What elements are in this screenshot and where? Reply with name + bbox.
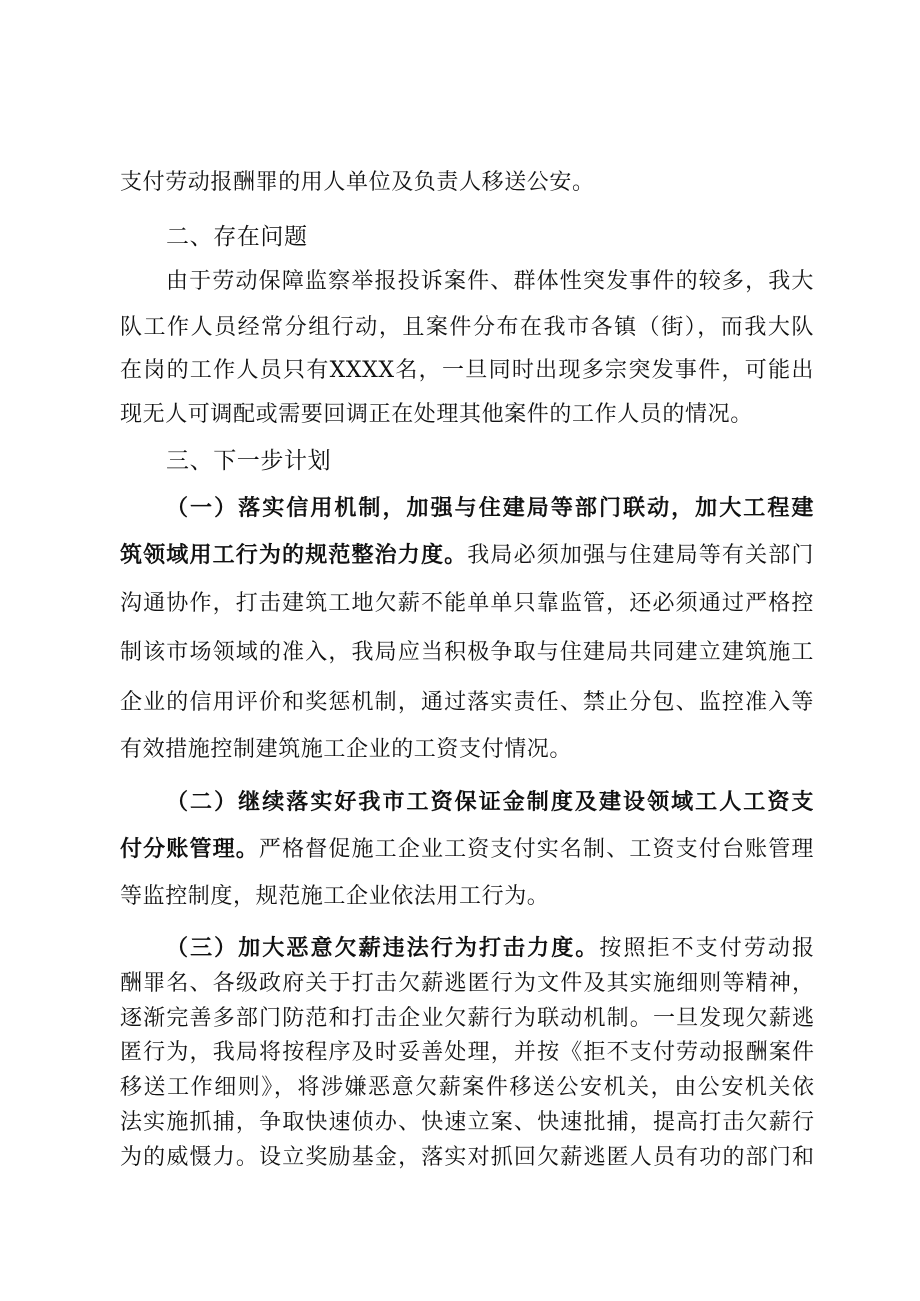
item-heading: （二）继续落实好我市工资保证金制度及建设领域工人工资支 — [166, 789, 814, 815]
paragraph-line: 匿行为，我局将按程序及时妥善处理，并按《拒不支付劳动报酬案件 — [120, 1040, 814, 1065]
section-heading: 二、存在问题 — [166, 224, 308, 250]
paragraph-line: 移送工作细则》，将涉嫌恶意欠薪案件移送公安机关，由公安机关依 — [120, 1075, 814, 1100]
paragraph-text: 按照拒不支付劳动报 — [599, 936, 814, 961]
paragraph-line — [120, 834, 814, 865]
paragraph-line: 由于劳动保障监察举报投诉案件、群体性突发事件的较多，我大 — [166, 269, 814, 294]
paragraph-line: 酬罪名、各级政府关于打击欠薪逃匿行为文件及其实施细则等精神， — [120, 971, 814, 996]
paragraph-text: 严格督促施工企业工资支付实名制、工资支付台账管理 — [258, 837, 815, 862]
paragraph-line: 支付劳动报酬罪的用人单位及负责人移送公安。 — [120, 170, 595, 195]
section-heading: 三、下一步计划 — [166, 448, 332, 474]
paragraph-line: 企业的信用评价和奖惩机制，通过落实责任、禁止分包、监控准入等 — [120, 690, 814, 715]
paragraph-line: 有效措施控制建筑施工企业的工资支付情况。 — [120, 737, 573, 762]
paragraph-line: 队工作人员经常分组行动，且案件分布在我市各镇（街），而我大队 — [120, 315, 814, 340]
item-heading: （一）落实信用机制，加强与住建局等部门联动，加大工程建 — [166, 495, 814, 521]
paragraph-line: 现无人可调配或需要回调正在处理其他案件的工作人员的情况。 — [120, 402, 753, 427]
item-heading-tail: 付分账管理。 — [120, 836, 259, 862]
paragraph-line: 制该市场领域的准入，我局应当积极争取与住建局共同建立建筑施工 — [120, 640, 814, 665]
paragraph-line: 在岗的工作人员只有XXXX名，一旦同时出现多宗突发事件，可能出 — [120, 358, 814, 383]
paragraph-text: 我局必须加强与住建局等有关部门 — [467, 543, 814, 568]
paragraph-line: 等监控制度，规范施工企业依法用工行为。 — [120, 884, 550, 909]
paragraph-line: 为的威慑力。设立奖励基金，落实对抓回欠薪逃匿人员有功的部门和 — [120, 1145, 814, 1170]
item-heading: （三）加大恶意欠薪违法行为打击力度。 — [166, 935, 600, 961]
paragraph-line: 沟通协作，打击建筑工地欠薪不能单单只靠监管，还必须通过严格控 — [120, 591, 814, 616]
item-heading-tail: 筑领域用工行为的规范整治力度。 — [120, 542, 468, 568]
paragraph-line: 法实施抓捕，争取快速侦办、快速立案、快速批捕，提高打击欠薪行 — [120, 1110, 814, 1135]
paragraph-line — [166, 934, 814, 963]
paragraph-line — [120, 540, 814, 571]
paragraph-line: 逐渐完善多部门防范和打击企业欠薪行为联动机制。一旦发现欠薪逃 — [120, 1006, 814, 1031]
